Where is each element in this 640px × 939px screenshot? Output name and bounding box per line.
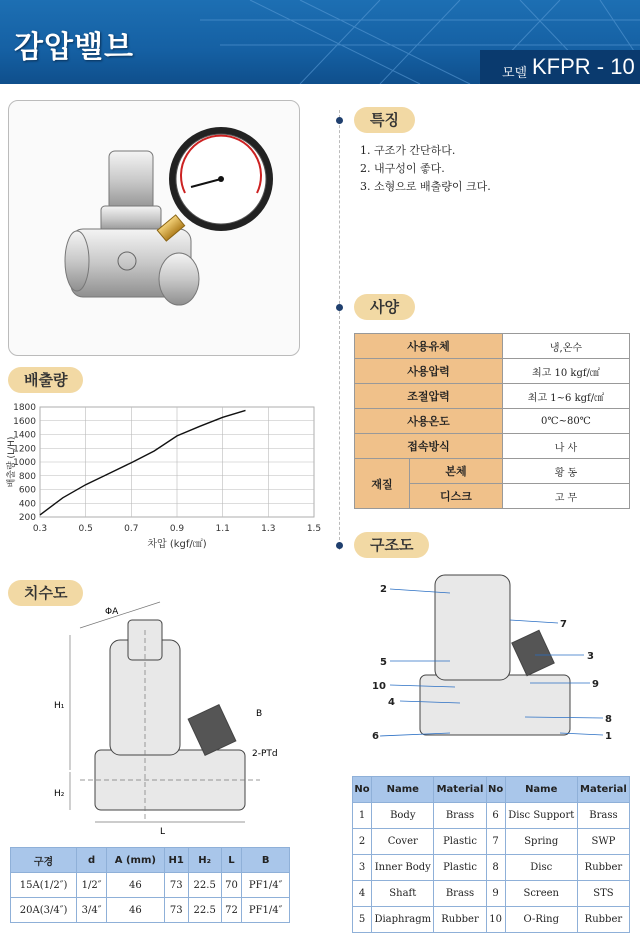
table-cell: Brass (577, 803, 629, 829)
table-cell: 10 (486, 907, 505, 933)
table-cell: 1/2″ (77, 873, 107, 898)
valve-illustration (9, 101, 299, 355)
dimension-heading: 치수도 (8, 580, 83, 606)
bullet (336, 117, 343, 124)
table-cell: Screen (505, 881, 577, 907)
table-cell: 73 (164, 898, 188, 923)
y-tick-label: 1600 (13, 416, 36, 427)
table-cell: Shaft (372, 881, 434, 907)
callout: 8 (605, 714, 612, 725)
spec-label: 사용온도 (355, 409, 503, 434)
spec-value: 0℃~80℃ (502, 409, 629, 434)
column-header: Name (372, 777, 434, 803)
table-cell: 22.5 (188, 898, 221, 923)
dim-label-h2: H₂ (54, 789, 65, 799)
y-tick-label: 1400 (13, 430, 36, 441)
features-heading: 특징 (354, 107, 415, 133)
table-cell: Body (372, 803, 434, 829)
column-header: No (353, 777, 372, 803)
dimension-table (10, 847, 290, 923)
structure-drawing (360, 565, 630, 755)
table-cell: 5 (353, 907, 372, 933)
table-cell: Cover (372, 829, 434, 855)
table-cell: SWP (577, 829, 629, 855)
spec-value: 최고 1~6 kgf/㎠ (502, 384, 629, 409)
table-cell: STS (577, 881, 629, 907)
callout: 1 (605, 731, 612, 742)
feature-item: 3. 소형으로 배출량이 크다. (360, 180, 491, 193)
column-header: Material (577, 777, 629, 803)
model-value: KFPR - 10 (532, 54, 635, 79)
flow-chart (4, 395, 324, 555)
y-tick-label: 600 (18, 485, 36, 496)
table-row (355, 459, 630, 484)
table-cell: 9 (486, 881, 505, 907)
y-tick-label: 1800 (13, 403, 36, 413)
spec-label: 사용압력 (355, 359, 503, 384)
x-axis-label: 차압 (kgf/㎠) (147, 539, 207, 550)
y-tick-label: 800 (18, 471, 36, 482)
table-row (355, 359, 630, 384)
table-cell: Diaphragm (372, 907, 434, 933)
feature-item: 1. 구조가 간단하다. (360, 144, 456, 157)
table-cell: 8 (486, 855, 505, 881)
table-cell: O-Ring (505, 907, 577, 933)
table-row (11, 873, 290, 898)
dim-label-l: L (160, 827, 166, 837)
spec-heading: 사양 (354, 294, 415, 320)
structure-heading: 구조도 (354, 532, 429, 558)
callout: 2 (380, 584, 387, 595)
column-header: 구경 (11, 848, 77, 873)
table-header-row (11, 848, 290, 873)
spec-value: 냉,온수 (502, 334, 629, 359)
table-row (353, 855, 630, 881)
callout: 5 (380, 657, 387, 668)
y-tick-label: 1200 (13, 444, 36, 455)
column-header: No (486, 777, 505, 803)
spec-table (354, 333, 630, 509)
callout: 6 (372, 731, 379, 742)
table-row (355, 334, 630, 359)
table-cell: Brass (434, 881, 486, 907)
table-cell: 6 (486, 803, 505, 829)
product-photo (8, 100, 300, 356)
x-tick-label: 1.5 (306, 524, 322, 534)
table-cell: Disc (505, 855, 577, 881)
header-banner (0, 0, 640, 84)
x-tick-label: 0.3 (32, 524, 48, 534)
table-cell: PF1/4″ (242, 898, 290, 923)
table-cell: 46 (106, 898, 164, 923)
table-row (355, 434, 630, 459)
callout: 4 (388, 697, 395, 708)
y-axis-label: 배출량 (L/H) (7, 436, 17, 488)
table-cell: 7 (486, 829, 505, 855)
bullet (336, 542, 343, 549)
column-header: A (mm) (106, 848, 164, 873)
table-cell: 15A(1/2″) (11, 873, 77, 898)
callout: 7 (560, 619, 567, 630)
table-cell: 22.5 (188, 873, 221, 898)
table-row (353, 907, 630, 933)
table-cell: Rubber (434, 907, 486, 933)
spec-value: 황 동 (502, 459, 629, 484)
column-header: L (221, 848, 242, 873)
spec-label: 사용유체 (355, 334, 503, 359)
y-tick-label: 200 (18, 513, 36, 523)
feature-item: 2. 내구성이 좋다. (360, 162, 445, 175)
material-label: 재질 (355, 459, 410, 509)
callout: 3 (587, 651, 594, 662)
table-header-row (353, 777, 630, 803)
dim-label-ptd: 2-PTd (252, 749, 278, 759)
bullet (336, 304, 343, 311)
table-cell: 73 (164, 873, 188, 898)
table-cell: Inner Body (372, 855, 434, 881)
flow-heading: 배출량 (8, 367, 83, 393)
model-label: 모델 (502, 66, 528, 81)
page-title: 감압밸브 (14, 30, 134, 65)
table-cell: Plastic (434, 829, 486, 855)
table-cell: Rubber (577, 907, 629, 933)
divider-line (339, 110, 341, 550)
y-tick-label: 1000 (13, 458, 36, 468)
features-list (360, 142, 491, 196)
table-cell: PF1/4″ (242, 873, 290, 898)
table-cell: 3 (353, 855, 372, 881)
table-cell: 4 (353, 881, 372, 907)
spec-label: 조절압력 (355, 384, 503, 409)
y-tick-label: 400 (18, 499, 36, 510)
dim-label-phiA: ΦA (105, 607, 119, 617)
table-cell: 70 (221, 873, 242, 898)
model-box (480, 50, 640, 84)
x-tick-label: 0.5 (78, 524, 93, 534)
table-cell: 72 (221, 898, 242, 923)
callout: 9 (592, 679, 599, 690)
table-row (355, 409, 630, 434)
x-tick-label: 1.1 (215, 524, 230, 534)
table-cell: Spring (505, 829, 577, 855)
spec-label: 본체 (410, 459, 503, 484)
column-header: Name (505, 777, 577, 803)
table-row (353, 803, 630, 829)
dim-label-h1: H₁ (54, 701, 65, 711)
table-cell: 1 (353, 803, 372, 829)
x-tick-label: 0.9 (169, 524, 185, 534)
dimension-drawing (20, 600, 320, 840)
column-header: Material (434, 777, 486, 803)
x-tick-label: 1.3 (261, 524, 276, 534)
table-row (353, 829, 630, 855)
table-cell: 46 (106, 873, 164, 898)
table-cell: Plastic (434, 855, 486, 881)
column-header: H₂ (188, 848, 221, 873)
spec-label: 디스크 (410, 484, 503, 509)
spec-label: 접속방식 (355, 434, 503, 459)
spec-value: 나 사 (502, 434, 629, 459)
parts-table (352, 776, 630, 933)
table-cell: 2 (353, 829, 372, 855)
column-header: B (242, 848, 290, 873)
spec-value: 고 무 (502, 484, 629, 509)
table-cell: Disc Support (505, 803, 577, 829)
table-row (11, 898, 290, 923)
dim-label-b: B (256, 709, 263, 719)
column-header: H1 (164, 848, 188, 873)
table-cell: Brass (434, 803, 486, 829)
callout: 10 (372, 681, 386, 692)
table-cell: 20A(3/4″) (11, 898, 77, 923)
table-cell: Rubber (577, 855, 629, 881)
table-cell: 3/4″ (77, 898, 107, 923)
table-row (355, 384, 630, 409)
spec-value: 최고 10 kgf/㎠ (502, 359, 629, 384)
table-row (353, 881, 630, 907)
x-tick-label: 0.7 (124, 524, 139, 534)
flow-series-line (40, 410, 246, 515)
column-header: d (77, 848, 107, 873)
